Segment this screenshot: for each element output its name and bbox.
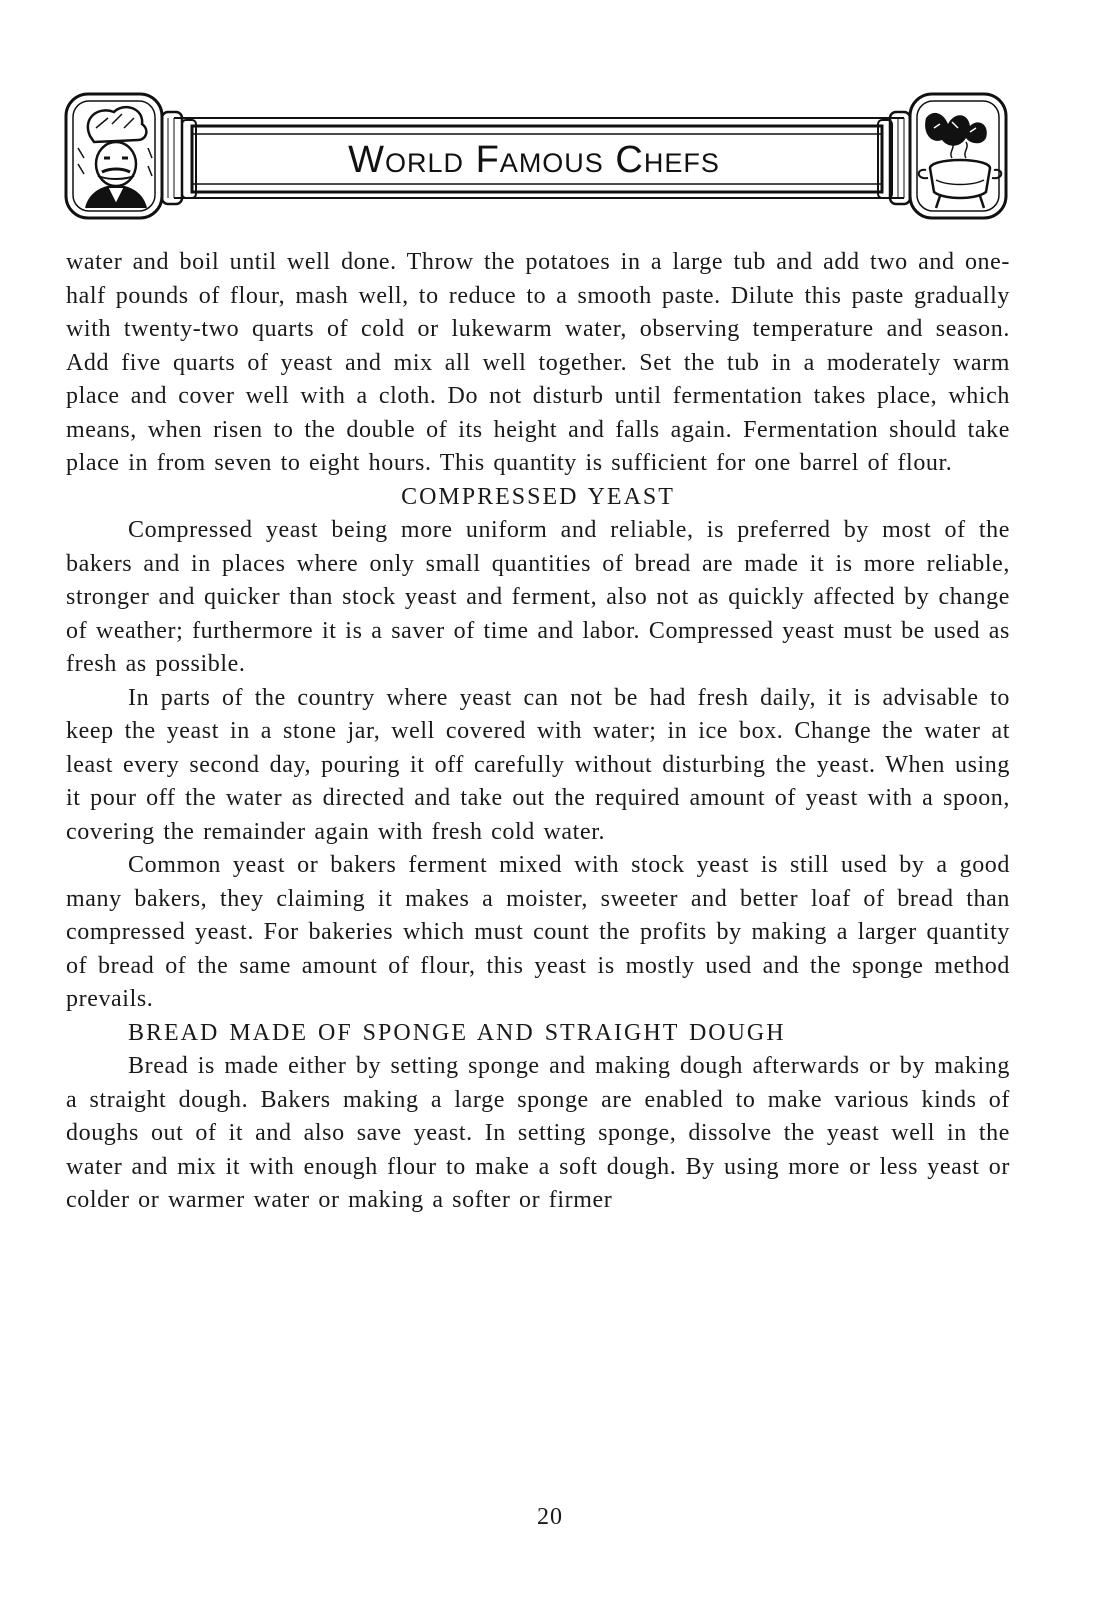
paragraph: Common yeast or bakers ferment mixed with stock yeast is still used by a good many bakers, they claiming it makes a moister, sweeter and better loaf of bread than compressed yeast. For bakeries which must count the profits by making a larger quantity of bread of the same amount of flour, this yeast is mostly used and the sponge method prevails. — [66, 852, 1010, 1012]
paragraph: Bread is made either by setting sponge and making dough afterwards or by making a straight dough. Bakers making a large sponge are enabled to make various kinds of doughs out of it and also save yeast. In setting sponge, dissolve the yeast well in the water and mix it with enough flour to make a soft dough. By using more or less yeast or colder or warmer water or making a softer or firmer — [66, 1053, 1010, 1213]
section-heading-sponge-and-straight-dough: BREAD MADE OF SPONGE AND STRAIGHT DOUGH — [128, 1019, 786, 1046]
paragraph-continued: water and boil until well done. Throw the potatoes in a large tub and add two and one-half pounds of flour, mash well, to reduce to a smooth paste. Dilute this paste gradually with twenty-two quarts of cold or lukewarm water, observing temperature and season. Add five quarts of yeast and mix all well together. Set the tub in a moderately warm place and cover well with a cloth. Do not disturb until fermentation takes place, which means, when risen to the double of its height and falls again. Fermentation should take place in from seven to eight hours. This quantity is sufficient for one barrel of flour. — [66, 249, 1010, 476]
paragraph: In parts of the country where yeast can not be had fresh daily, it is advisable to keep the yeast in a stone jar, well covered with water; in ice box. Change the water at least every second day, pouring it off carefully without disturbing the yeast. When using it pour off the water as directed and take out the required amount of yeast with a spoon, covering the remainder again with fresh cold water. — [66, 684, 1010, 845]
chef-portrait-icon — [66, 94, 162, 218]
page-header-title: World Famous Chefs — [348, 139, 720, 181]
section-heading-compressed-yeast: COMPRESSED YEAST — [401, 483, 675, 510]
paragraph: Compressed yeast being more uniform and reliable, is preferred by most of the bakers and in places where only small quantities of bread are made it is more reliable, stronger and quicker than stock yeast and ferment, also not as quickly affected by change of weather; furthermore it is a saver of time and labor. Compressed yeast must be used as fresh as possible. — [66, 517, 1010, 677]
cooking-pot-icon — [910, 94, 1006, 218]
page-number: 20 — [537, 1504, 563, 1530]
page-body — [66, 246, 1010, 1218]
header-banner — [64, 88, 1008, 224]
